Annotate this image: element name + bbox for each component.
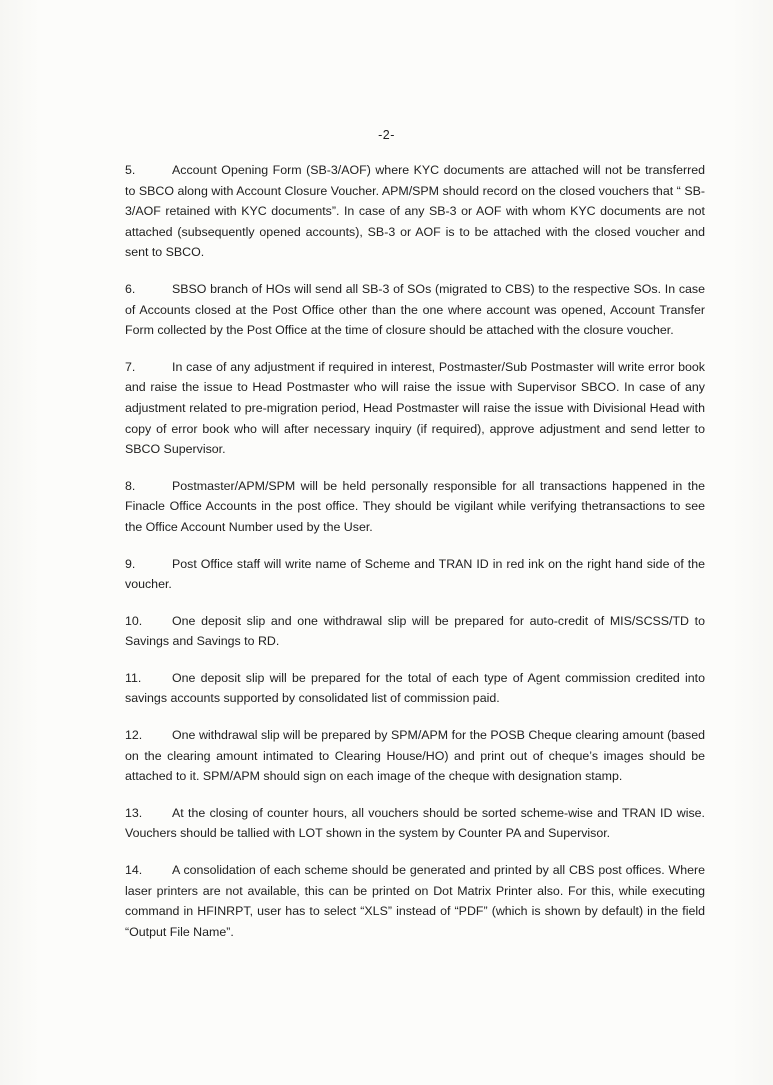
paragraph-text: Account Opening Form (SB-3/AOF) where KYC documents are attached will not be transferred to SBCO along with Account Closure Voucher. APM/SPM should record on the closed vouchers that “ SB-3/AOF retained with KYC documents”. In case of any SB-3 or AOF with whom KYC documents are not attached (subsequently opened accounts), SB-3 or AOF is to be attached with the closed voucher and sent to SBCO. [125, 163, 705, 260]
paragraph-text: One deposit slip will be prepared for the total of each type of Agent commission credited into savings accounts supported by consolidated list of commission paid. [125, 670, 705, 706]
paragraph-7 [125, 357, 705, 460]
paragraph-6 [125, 279, 705, 341]
paragraph-5 [125, 160, 705, 263]
paragraph-number: 6. [125, 281, 136, 296]
paragraph-number: 5. [125, 163, 136, 177]
page-number: -2- [378, 128, 395, 142]
paragraph-10 [125, 611, 705, 652]
document-body [125, 160, 705, 958]
paragraph-text: A consolidation of each scheme should be generated and printed by all CBS post offices. Where laser printers are not available, this can be printed on Dot Matrix Printer also. For this, while executing command in HFINRPT, user has to select “XLS” instead of “PDF” (which is shown by default) in the field “Output File Name”. [125, 863, 705, 939]
paragraph-number: 14. [125, 863, 143, 878]
paragraph-8 [125, 476, 705, 538]
paragraph-14 [125, 860, 705, 942]
paragraph-text: One deposit slip and one withdrawal slip will be prepared for auto-credit of MIS/SCSS/TD to Savings and Savings to RD. [125, 613, 705, 649]
paragraph-number: 8. [125, 478, 136, 493]
paragraph-11 [125, 668, 705, 709]
paragraph-text: One withdrawal slip will be prepared by SPM/APM for the POSB Cheque clearing amount (based on the clearing amount intimated to Clearing House/HO) and print out of cheque’s images should be attached to it. SPM/APM should sign on each image of the cheque with designation stamp. [125, 728, 705, 784]
paragraph-number: 7. [125, 359, 136, 374]
paragraph-number: 11. [125, 670, 142, 685]
paragraph-number: 10. [125, 613, 143, 628]
paragraph-13 [125, 803, 705, 844]
paragraph-number: 13. [125, 805, 143, 820]
paragraph-number: 9. [125, 556, 136, 571]
paragraph-9 [125, 554, 705, 595]
paragraph-text: In case of any adjustment if required in interest, Postmaster/Sub Postmaster will write error book and raise the issue to Head Postmaster who will raise the issue with Supervisor SBCO. In case of any adjustment related to pre-migration period, Head Postmaster will raise the issue with Divisional Head with copy of error book who will after necessary inquiry (if required), approve adjustment and send letter to SBCO Supervisor. [125, 359, 705, 457]
paragraph-text: SBSO branch of HOs will send all SB-3 of SOs (migrated to CBS) to the respective SOs. In case of Accounts closed at the Post Office other than the one where account was opened, Account Transfer Form collected by the Post Office at the time of closure should be attached with the closure voucher. [125, 281, 705, 338]
paragraph-text: Post Office staff will write name of Scheme and TRAN ID in red ink on the right hand side of the voucher. [125, 556, 705, 592]
paragraph-12 [125, 725, 705, 787]
paragraph-text: Postmaster/APM/SPM will be held personally responsible for all transactions happened in the Finacle Office Accounts in the post office. They should be vigilant while verifying thetransactions to see the Office Account Number used by the User. [125, 478, 705, 534]
paragraph-number: 12. [125, 728, 143, 743]
paragraph-text: At the closing of counter hours, all vouchers should be sorted scheme-wise and TRAN ID wise. Vouchers should be tallied with LOT shown in the system by Counter PA and Supervisor. [125, 805, 705, 841]
